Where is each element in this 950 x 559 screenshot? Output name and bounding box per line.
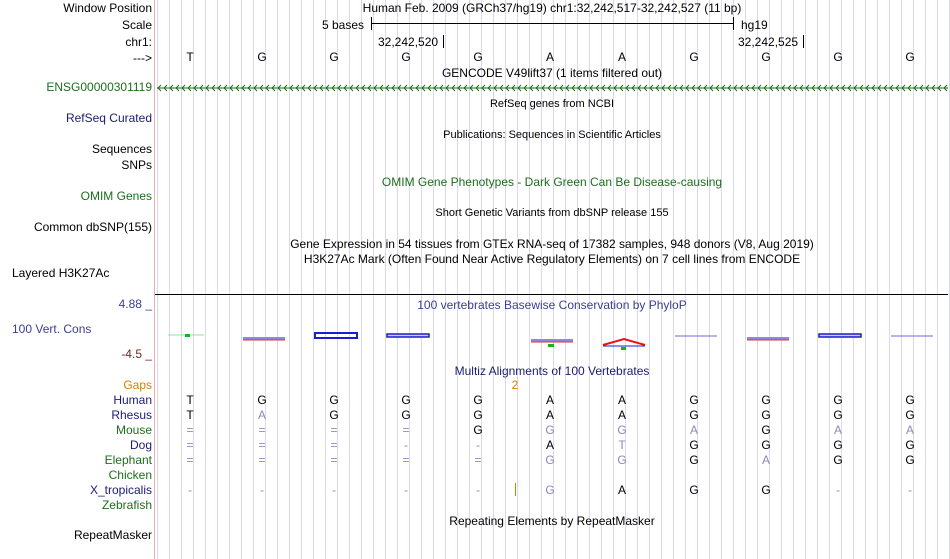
alignment-base-rhesus: G: [833, 408, 843, 422]
vert-cons-track-label[interactable]: 100 Vert. Cons: [12, 322, 92, 336]
refseq-track-title[interactable]: RefSeq genes from NCBI: [489, 98, 615, 110]
alignment-base-elephant: A: [761, 453, 770, 467]
xtropicalis-insertion-marker: [515, 483, 516, 496]
alignment-base-rhesus: T: [186, 408, 194, 422]
alignment-base-mouse: =: [186, 423, 194, 437]
alignment-base-rhesus: G: [689, 408, 699, 422]
alignment-base-x-tropicalis: -: [476, 483, 480, 497]
alignment-base-mouse: =: [330, 423, 338, 437]
alignment-base-human: G: [401, 393, 411, 407]
sequence-base: G: [761, 50, 771, 64]
alignment-base-dog: T: [618, 438, 626, 452]
alignment-base-rhesus: G: [761, 408, 771, 422]
cons-bar: [387, 334, 429, 337]
species-chicken-label: Chicken: [108, 468, 152, 482]
refseq-track-label[interactable]: RefSeq Curated: [65, 111, 152, 125]
alignment-base-x-tropicalis: -: [404, 483, 408, 497]
gaps-label: Gaps: [123, 378, 152, 392]
alignment-base-x-tropicalis: -: [908, 483, 912, 497]
scale-bar-right-tick: [733, 17, 734, 30]
sequences-track-label[interactable]: Sequences: [91, 142, 152, 156]
alignment-base-elephant: =: [402, 453, 410, 467]
alignment-base-elephant: G: [905, 453, 915, 467]
alignment-base-human: G: [833, 393, 843, 407]
layered-h3k27ac-track-label[interactable]: Layered H3K27Ac: [12, 266, 110, 280]
dbsnp-track-title[interactable]: Short Genetic Variants from dbSNP release 155: [435, 207, 669, 219]
phylop-track-title[interactable]: 100 vertebrates Basewise Conservation by PhyloP: [417, 298, 687, 312]
alignment-base-dog: G: [761, 438, 771, 452]
window-position-label: Window Position: [63, 1, 152, 15]
alignment-base-elephant: =: [474, 453, 482, 467]
coordinate-tick-2: [803, 35, 804, 48]
alignment-base-mouse: =: [402, 423, 410, 437]
alignment-base-mouse: =: [258, 423, 266, 437]
scale-bar: [371, 23, 733, 24]
sequence-base: G: [257, 50, 267, 64]
snps-track-label[interactable]: SNPs: [121, 158, 152, 172]
sequence-base: G: [473, 50, 483, 64]
alignment-base-elephant: =: [186, 453, 194, 467]
repeatmasker-track-title[interactable]: Repeating Elements by RepeatMasker: [449, 514, 655, 528]
alignment-base-mouse: A: [689, 423, 698, 437]
alignment-base-rhesus: G: [401, 408, 411, 422]
alignment-base-x-tropicalis: -: [332, 483, 336, 497]
species-zebrafish-label: Zebrafish: [101, 498, 152, 512]
alignment-base-dog: =: [330, 438, 338, 452]
scale-assembly-text: hg19: [741, 18, 768, 32]
alignment-base-x-tropicalis: G: [761, 483, 771, 497]
gencode-track-title[interactable]: GENCODE V49lift37 (1 items filtered out): [441, 66, 663, 80]
alignment-base-mouse: G: [617, 423, 627, 437]
alignment-base-x-tropicalis: -: [188, 483, 192, 497]
scale-bar-left-tick: [371, 17, 372, 30]
alignment-base-human: T: [186, 393, 194, 407]
alignment-base-dog: -: [476, 438, 480, 452]
sequence-base: A: [617, 50, 626, 64]
sequence-base: G: [905, 50, 915, 64]
cons-bar: [621, 347, 626, 350]
repeatmasker-track-label[interactable]: RepeatMasker: [73, 528, 152, 542]
h3k27ac-baseline: [155, 294, 948, 295]
alignment-base-human: G: [905, 393, 915, 407]
species-elephant-label: Elephant: [104, 453, 152, 467]
alignment-base-x-tropicalis: -: [836, 483, 840, 497]
alignment-base-mouse: A: [905, 423, 914, 437]
h3k27ac-track-title[interactable]: H3K27Ac Mark (Often Found Near Active Regulatory Elements) on 7 cell lines from ENCODE: [303, 252, 801, 266]
alignment-base-dog: A: [545, 438, 554, 452]
alignment-base-human: G: [329, 393, 339, 407]
alignment-base-human: G: [257, 393, 267, 407]
strand-arrow-label: --->: [133, 51, 152, 65]
alignment-base-human: A: [545, 393, 554, 407]
coordinate-tick-1: [443, 35, 444, 48]
alignment-base-rhesus: A: [257, 408, 266, 422]
sequence-base: A: [545, 50, 554, 64]
sequence-base: T: [186, 50, 194, 64]
alignment-base-dog: G: [689, 438, 699, 452]
sequence-base: G: [329, 50, 339, 64]
alignment-base-rhesus: A: [545, 408, 554, 422]
alignment-base-mouse: G: [473, 423, 483, 437]
alignment-base-x-tropicalis: -: [260, 483, 264, 497]
alignment-base-elephant: G: [689, 453, 699, 467]
gencode-gene-feature[interactable]: [157, 82, 948, 92]
alignment-base-human: G: [473, 393, 483, 407]
alignment-base-elephant: =: [330, 453, 338, 467]
alignment-base-rhesus: G: [905, 408, 915, 422]
alignment-base-elephant: G: [617, 453, 627, 467]
chr-label: chr1:: [125, 35, 152, 49]
scale-left-text: 5 bases: [322, 18, 365, 32]
publications-track-title[interactable]: Publications: Sequences in Scientific Articles: [443, 129, 661, 141]
alignment-base-dog: G: [833, 438, 843, 452]
alignment-base-dog: -: [404, 438, 408, 452]
alignment-base-x-tropicalis: G: [545, 483, 555, 497]
alignment-base-mouse: G: [761, 423, 771, 437]
alignment-base-rhesus: G: [473, 408, 483, 422]
cons-max-label: 4.88 _: [118, 297, 152, 311]
alignment-base-dog: G: [905, 438, 915, 452]
phylop-conservation-plot: [0, 325, 950, 365]
alignment-base-elephant: =: [258, 453, 266, 467]
alignment-base-elephant: G: [833, 453, 843, 467]
species-xtropicalis-label: X_tropicalis: [89, 483, 152, 497]
scale-label: Scale: [121, 18, 152, 32]
alignment-base-x-tropicalis: G: [689, 483, 699, 497]
alignment-base-human: A: [617, 393, 626, 407]
omim-track-title[interactable]: OMIM Gene Phenotypes - Dark Green Can Be Disease-causing: [381, 175, 723, 189]
sequence-base: G: [689, 50, 699, 64]
alignment-base-dog: =: [258, 438, 266, 452]
alignment-base-dog: =: [186, 438, 194, 452]
cons-bar: [315, 333, 357, 338]
common-dbsnp-track-label[interactable]: Common dbSNP(155): [33, 220, 152, 234]
gaps-count: 2: [511, 378, 519, 392]
alignment-base-x-tropicalis: A: [617, 483, 626, 497]
cons-bar: [185, 334, 190, 337]
gtex-track-title[interactable]: Gene Expression in 54 tissues from GTEx RNA-seq of 17382 samples, 948 donors (V8, Aug 2019): [290, 237, 814, 251]
sequence-base: G: [401, 50, 411, 64]
alignment-base-human: G: [761, 393, 771, 407]
alignment-base-rhesus: A: [617, 408, 626, 422]
coordinate-label-1: 32,242,520: [378, 35, 439, 49]
alignment-base-mouse: G: [545, 423, 555, 437]
alignment-base-rhesus: G: [329, 408, 339, 422]
species-dog-label: Dog: [129, 438, 152, 452]
cons-bar: [819, 334, 861, 337]
alignment-base-human: G: [689, 393, 699, 407]
assembly-position-text: Human Feb. 2009 (GRCh37/hg19) chr1:32,242,517-32,242,527 (11 bp): [362, 1, 742, 15]
cons-bar: [548, 344, 554, 347]
species-mouse-label: Mouse: [115, 423, 152, 437]
alignment-base-mouse: A: [833, 423, 842, 437]
cons-bar: [603, 339, 645, 345]
cons-min-label: -4.5 _: [121, 347, 152, 361]
species-rhesus-label: Rhesus: [111, 408, 152, 422]
coordinate-label-2: 32,242,525: [738, 35, 799, 49]
alignment-base-elephant: G: [545, 453, 555, 467]
species-human-label: Human: [113, 393, 152, 407]
multiz-track-title[interactable]: Multiz Alignments of 100 Vertebrates: [454, 364, 650, 378]
omim-track-label[interactable]: OMIM Genes: [80, 189, 152, 203]
sequence-base: G: [833, 50, 843, 64]
ensg-track-label[interactable]: ENSG00000301119: [46, 80, 152, 94]
